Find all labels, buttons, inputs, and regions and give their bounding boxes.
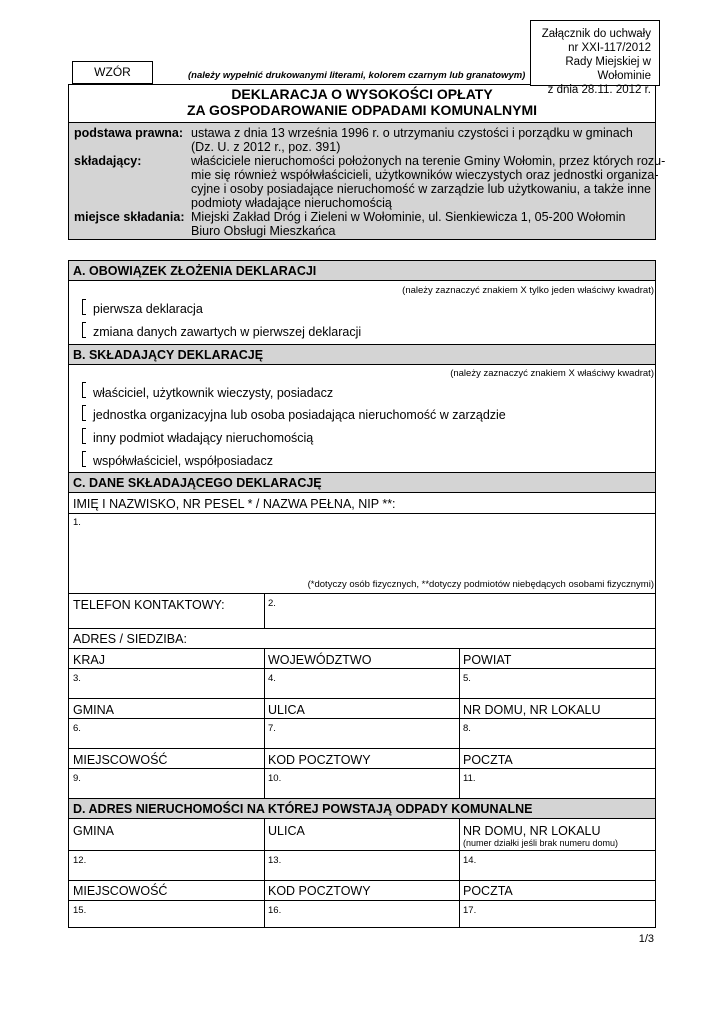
section-d-title: D. ADRES NIERUCHOMOŚCI NA KTÓREJ POWSTAJĄ ODPADY KOMUNALNE	[73, 802, 533, 816]
field-number-17[interactable]: 17.	[463, 905, 477, 916]
field-number-4[interactable]: 4.	[268, 673, 276, 684]
field-number-16[interactable]: 16.	[268, 905, 282, 916]
page-subtitle: ZA GOSPODAROWANIE ODPADAMI KOMUNALNYMI	[187, 102, 537, 118]
address-label: ADRES / SIEDZIBA:	[73, 632, 187, 646]
divider	[264, 648, 265, 798]
checkbox-owner[interactable]	[82, 382, 86, 398]
property-postal-code-label: KOD POCZTOWY	[268, 884, 371, 898]
divider	[69, 668, 655, 669]
footnote: (*dotyczy osób fizycznych, **dotyczy podmiotów niebędących osobami fizycznymi)	[307, 579, 654, 590]
basis-label: podstawa prawna:	[74, 126, 184, 140]
annex-line: z dnia 28.11. 2012 r.	[547, 84, 651, 96]
field-number-14[interactable]: 14.	[463, 855, 477, 866]
section-b-note: (należy zaznaczyć znakiem X właściwy kwadrat)	[450, 368, 654, 379]
property-post-office-label: POCZTA	[463, 884, 513, 898]
basis-text: ustawa z dnia 13 września 1996 r. o utrzymaniu czystości i porządku w gminach (Dz. U. z 2012 r., poz. 391)	[191, 126, 633, 154]
divider	[69, 900, 655, 901]
section-a-note: (należy zaznaczyć znakiem X tylko jeden właściwy kwadrat)	[402, 285, 654, 296]
checkbox-change-declaration[interactable]	[82, 322, 86, 338]
annex-line: Załącznik do uchwały	[541, 28, 651, 40]
section-a-title: A. OBOWIĄZEK ZŁOŻENIA DEKLARACJI	[73, 264, 317, 278]
divider	[69, 628, 655, 629]
property-street-label: ULICA	[268, 824, 305, 838]
section-b-title: B. SKŁADAJĄCY DEKLARACJĘ	[73, 348, 264, 362]
divider	[459, 648, 460, 798]
commune-label: GMINA	[73, 703, 114, 717]
field-number-5[interactable]: 5.	[463, 673, 471, 684]
divider	[69, 880, 655, 881]
property-plot-note: (numer działki jeśli brak numeru domu)	[463, 838, 619, 848]
post-office-label: POCZTA	[463, 753, 513, 767]
checkbox-organization[interactable]	[82, 405, 86, 421]
voivodeship-label: WOJEWÓDZTWO	[268, 653, 372, 667]
field-number-1: 1.	[73, 517, 81, 528]
fill-instruction: (należy wypełnić drukowanymi literami, kolorem czarnym lub granatowym)	[188, 70, 526, 81]
property-locality-label: MIEJSCOWOŚĆ	[73, 884, 168, 898]
field-number-8[interactable]: 8.	[463, 723, 471, 734]
wzor-box	[72, 61, 153, 84]
section-a-header	[69, 261, 655, 281]
divider	[459, 819, 460, 927]
place-text: Miejski Zakład Dróg i Zieleni w Wołominie, ul. Sienkiewicza 1, 05-200 Wołomin Biuro Obsługi Mieszkańca	[191, 210, 626, 238]
section-c-title: C. DANE SKŁADAJĄCEGO DEKLARACJĘ	[73, 476, 322, 490]
field-number-3[interactable]: 3.	[73, 673, 81, 684]
divider	[69, 718, 655, 719]
page-title: DEKLARACJA O WYSOKOŚCI OPŁATY	[231, 86, 493, 102]
property-house-number-label: NR DOMU, NR LOKALU	[463, 824, 601, 838]
option-co-owner: współwłaściciel, współposiadacz	[93, 454, 273, 468]
field-number-2: 2.	[268, 598, 276, 609]
phone-input[interactable]	[265, 594, 655, 628]
field-number-9[interactable]: 9.	[73, 773, 81, 784]
divider	[69, 768, 655, 769]
divider	[69, 748, 655, 749]
option-change-declaration: zmiana danych zawartych w pierwszej deklaracji	[93, 325, 362, 339]
divider	[69, 698, 655, 699]
checkbox-first-declaration[interactable]	[82, 299, 86, 315]
field-number-11[interactable]: 11.	[463, 773, 476, 784]
annex-line: nr XXI-117/2012	[568, 42, 651, 54]
option-other-entity: inny podmiot władający nieruchomością	[93, 431, 314, 445]
annex-box	[530, 20, 660, 96]
filer-text: właściciele nieruchomości położonych na terenie Gminy Wołomin, przez których rozu- mie się również współwłaścicieli, użytkowników wieczystych oraz jednostki organiza- cyjne i osoby posiadające nieruchomość w zarządzie lub użytkowaniu, a także inne podmioty władające nieruchomością	[191, 154, 666, 210]
divider	[69, 850, 655, 851]
annex-line: Rady Miejskiej w Wołominie	[565, 56, 651, 82]
name-label: IMIĘ I NAZWISKO, NR PESEL * / NAZWA PEŁNA, NIP **:	[73, 497, 396, 511]
checkbox-other-entity[interactable]	[82, 428, 86, 444]
section-c-header	[69, 472, 655, 493]
section-b-header	[69, 344, 655, 365]
info-block	[68, 122, 666, 240]
property-commune-label: GMINA	[73, 824, 114, 838]
field-number-13[interactable]: 13.	[268, 855, 282, 866]
street-label: ULICA	[268, 703, 305, 717]
county-label: POWIAT	[463, 653, 512, 667]
filer-label: składający:	[74, 154, 142, 168]
field-number-15[interactable]: 15.	[73, 905, 87, 916]
field-number-7[interactable]: 7.	[268, 723, 276, 734]
checkbox-co-owner[interactable]	[82, 451, 86, 467]
divider	[69, 648, 655, 649]
wzor-label: WZÓR	[94, 65, 131, 79]
option-owner: właściciel, użytkownik wieczysty, posiadacz	[93, 386, 334, 400]
field-number-6[interactable]: 6.	[73, 723, 81, 734]
field-number-12[interactable]: 12.	[73, 855, 87, 866]
house-number-label: NR DOMU, NR LOKALU	[463, 703, 601, 717]
field-number-10[interactable]: 10.	[268, 773, 282, 784]
place-label: miejsce składania:	[74, 210, 185, 224]
option-organization: jednostka organizacyjna lub osoba posiadająca nieruchomość w zarządzie	[93, 408, 506, 422]
country-label: KRAJ	[73, 653, 105, 667]
postal-code-label: KOD POCZTOWY	[268, 753, 371, 767]
divider	[264, 819, 265, 927]
locality-label: MIEJSCOWOŚĆ	[73, 753, 168, 767]
page-number: 1/3	[638, 933, 654, 945]
section-d-header	[69, 798, 655, 819]
phone-label: TELEFON KONTAKTOWY:	[73, 598, 225, 612]
option-first-declaration: pierwsza deklaracja	[93, 302, 203, 316]
